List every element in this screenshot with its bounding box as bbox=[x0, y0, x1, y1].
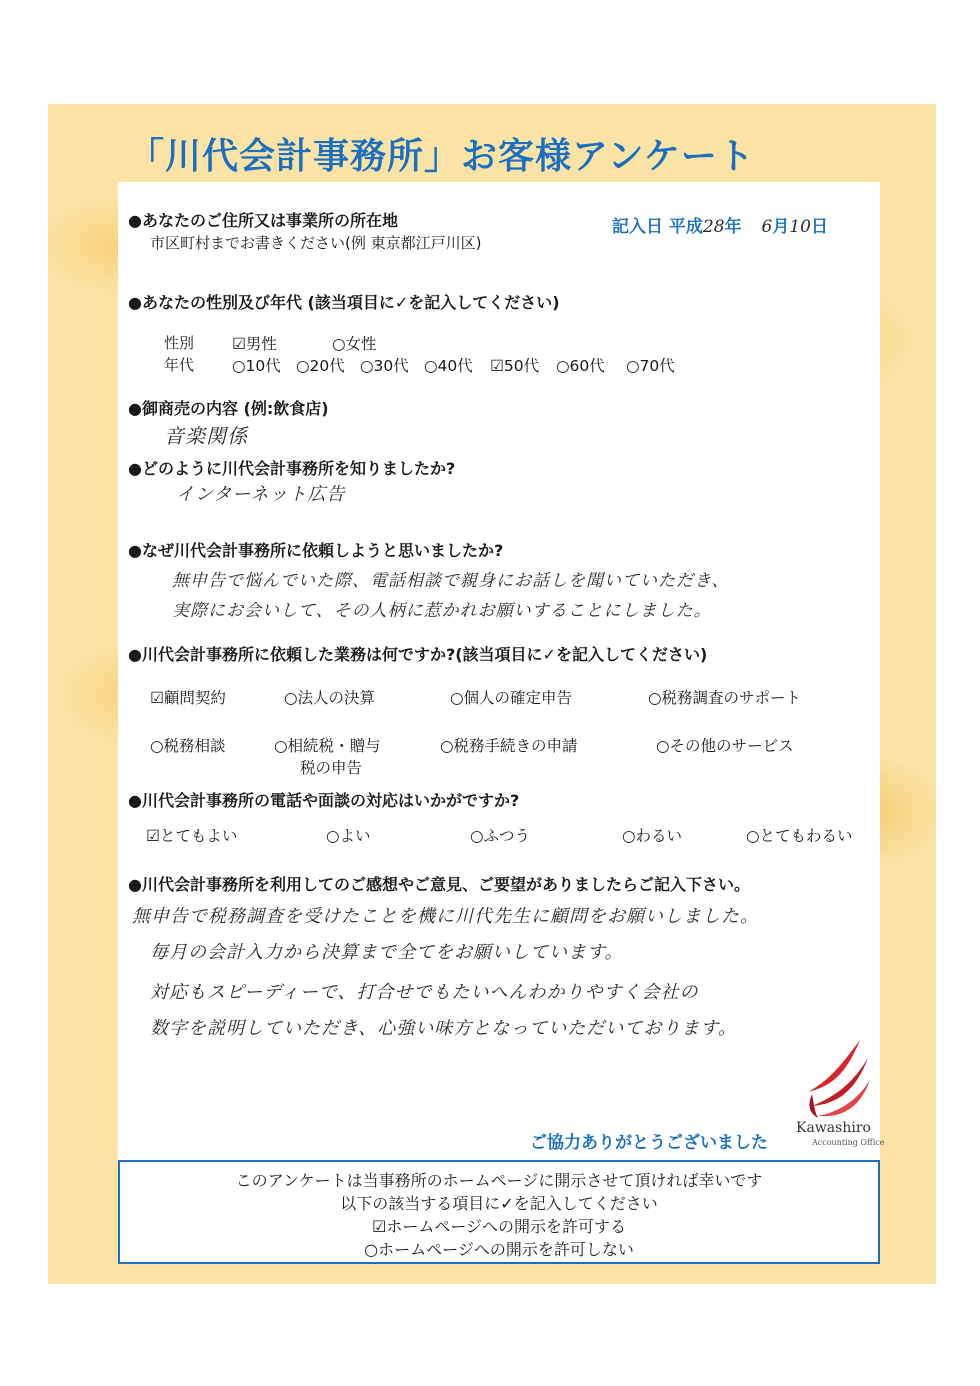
date-label: 記入日 平成 bbox=[612, 217, 703, 237]
age-option-60s[interactable]: ○60代 bbox=[556, 357, 605, 375]
date-year: 28 bbox=[702, 217, 725, 237]
age-option-50s[interactable]: ☑50代 bbox=[490, 357, 540, 375]
q3-label: ●御商売の内容 (例:飲食店) bbox=[128, 399, 329, 418]
date-month: 6 bbox=[761, 217, 773, 237]
q1-note: 市区町村までお書きください(例 東京都江戸川区) bbox=[150, 234, 482, 252]
gender-option-female[interactable]: ○女性 bbox=[332, 335, 377, 353]
q8-label: ●川代会計事務所を利用してのご感想やご意見、ご要望がありましたらご記入下さい。 bbox=[128, 875, 750, 894]
rating-option-average[interactable]: ○ふつう bbox=[470, 827, 531, 845]
service-option-corporate-settlement[interactable]: ○法人の決算 bbox=[284, 689, 376, 707]
q8-answer-line-3: 対応もスピーディーで、打合せでもたいへんわかりやすく会社の bbox=[150, 982, 699, 1003]
disclosure-box bbox=[118, 1160, 880, 1264]
service-option-procedures[interactable]: ○税務手続きの申請 bbox=[440, 737, 578, 755]
age-label: 年代 bbox=[164, 356, 195, 374]
disclosure-line-2: 以下の該当する項目に✓を記入してください bbox=[340, 1194, 658, 1213]
age-option-40s[interactable]: ○40代 bbox=[424, 357, 473, 375]
gender-label: 性別 bbox=[164, 334, 195, 352]
disclosure-line-1: このアンケートは当事務所のホームページに開示させて頂ければ幸いです bbox=[235, 1171, 763, 1190]
date-month-suffix: 月 bbox=[772, 217, 790, 237]
q8-answer-line-2: 毎月の会計入力から決算まで全てをお願いしています。 bbox=[150, 942, 624, 963]
q2-label: ●あなたの性別及び年代 (該当項目に✓を記入してください) bbox=[128, 293, 560, 312]
date-day-suffix: 日 bbox=[810, 217, 828, 237]
gender-option-male[interactable]: ☑男性 bbox=[232, 335, 277, 353]
service-option-tax-consult[interactable]: ○税務相談 bbox=[150, 737, 226, 755]
date-year-suffix: 年 bbox=[724, 217, 742, 237]
age-option-30s[interactable]: ○30代 bbox=[360, 357, 409, 375]
rating-option-good[interactable]: ○よい bbox=[326, 827, 371, 845]
q8-answer-line-1: 無申告で税務調査を受けたことを機に川代先生に顧問をお願いしました。 bbox=[132, 906, 759, 927]
q7-label: ●川代会計事務所の電話や面談の対応はいかがですか? bbox=[128, 791, 520, 810]
rating-option-very-bad[interactable]: ○とてもわるい bbox=[746, 827, 853, 845]
age-option-20s[interactable]: ○20代 bbox=[296, 357, 345, 375]
logo-subtitle: Accounting Office bbox=[812, 1138, 885, 1147]
page-title: 「川代会計事務所」お客様アンケート bbox=[128, 136, 755, 177]
q8-answer-line-4: 数字を説明していただき、心強い味方となっていただいております。 bbox=[150, 1018, 737, 1039]
q4-label: ●どのように川代会計事務所を知りましたか? bbox=[128, 459, 456, 478]
entry-date bbox=[612, 212, 828, 237]
rating-option-very-good[interactable]: ☑とてもよい bbox=[146, 827, 238, 845]
logo-name: Kawashiro bbox=[796, 1120, 871, 1136]
q1-label: ●あなたのご住所又は事業所の所在地 bbox=[128, 211, 398, 230]
q5-answer-line-2: 実際にお会いして、その人柄に惹かれお願いすることにしました。 bbox=[172, 601, 712, 621]
age-option-70s[interactable]: ○70代 bbox=[626, 357, 675, 375]
thanks-message: ご協力ありがとうございました bbox=[530, 1133, 768, 1153]
service-option-inheritance-cont: 税の申告 bbox=[300, 759, 363, 777]
disclosure-option-allow[interactable]: ☑ホームページへの開示を許可する bbox=[371, 1217, 627, 1236]
date-day: 10 bbox=[789, 217, 811, 237]
service-option-tax-return[interactable]: ○個人の確定申告 bbox=[450, 689, 573, 707]
q5-label: ●なぜ川代会計事務所に依頼しようと思いましたか? bbox=[128, 541, 504, 560]
service-option-other[interactable]: ○その他のサービス bbox=[656, 737, 794, 755]
q5-answer-line-1: 無申告で悩んでいた際、電話相談で親身にお話しを聞いていただき、 bbox=[172, 571, 730, 591]
service-option-audit-support[interactable]: ○税務調査のサポート bbox=[648, 689, 802, 707]
q6-label: ●川代会計事務所に依頼した業務は何ですか?(該当項目に✓を記入してください) bbox=[128, 645, 708, 664]
rating-option-bad[interactable]: ○わるい bbox=[622, 827, 683, 845]
q3-answer: 音楽関係 bbox=[164, 424, 248, 448]
q4-answer: インターネット広告 bbox=[176, 484, 346, 505]
service-option-advisory[interactable]: ☑顧問契約 bbox=[150, 689, 226, 707]
service-option-inheritance[interactable]: ○相続税・贈与 bbox=[274, 737, 381, 755]
disclosure-option-deny[interactable]: ○ホームページへの開示を許可しない bbox=[364, 1240, 634, 1259]
age-option-10s[interactable]: ○10代 bbox=[232, 357, 281, 375]
